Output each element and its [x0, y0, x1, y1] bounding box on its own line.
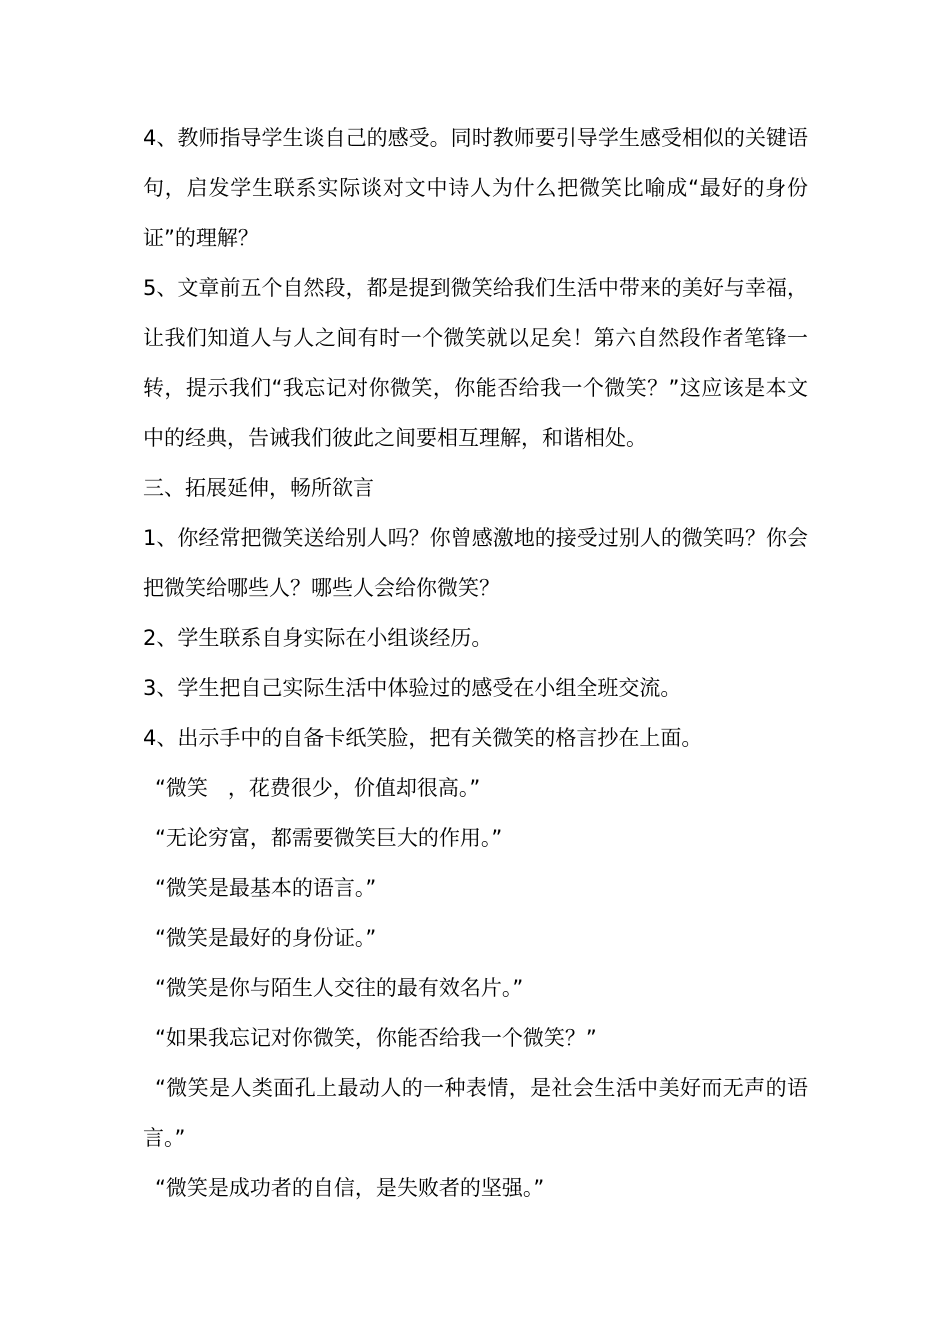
- paragraph-question-3: 3、学生把自己实际生活中体验过的感受在小组全班交流。: [143, 676, 682, 700]
- paragraph-step-4-feelings: 4、教师指导学生谈自己的感受。同时教师要引导学生感受相似的关键语句，启发学生联系实际谈对文中诗人为什么把微笑比喻成“最好的身份证”的理解？: [143, 126, 808, 250]
- paragraph-question-2: 2、学生联系自身实际在小组谈经历。: [143, 626, 493, 650]
- quote-item: “微笑是最好的身份证。”: [155, 926, 377, 950]
- quote-item: “微笑是最基本的语言。”: [155, 876, 377, 900]
- paragraph-question-1: 1、你经常把微笑送给别人吗？你曾感激地的接受过别人的微笑吗？你会把微笑给哪些人？哪些人会给你微笑？: [143, 526, 808, 600]
- paragraph-step-5-text-analysis: 5、文章前五个自然段，都是提到微笑给我们生活中带来的美好与幸福，让我们知道人与人之间有时一个微笑就以足矣！第六自然段作者笔锋一转，提示我们“我忘记对你微笑，你能否给我一个微笑？”这应该是本文中的经典，告诫我们彼此之间要相互理解，和谐相处。: [143, 276, 808, 450]
- quote-item: “微笑是你与陌生人交往的最有效名片。”: [155, 976, 524, 1000]
- section-heading-extension: 三、拓展延伸，畅所欲言: [143, 476, 374, 500]
- quote-item: “如果我忘记对你微笑，你能否给我一个微笑？”: [155, 1026, 597, 1050]
- quote-item: “无论穷富，都需要微笑巨大的作用。”: [155, 826, 503, 850]
- document-body: [143, 113, 808, 1213]
- quote-item: “微笑是成功者的自信，是失败者的坚强。”: [155, 1176, 545, 1200]
- quote-item: “微笑是人类面孔上最动人的一种表情，是社会生活中美好而无声的语言。”: [143, 1076, 808, 1150]
- quote-item: “微笑 ，花费很少，价值却很高。”: [155, 776, 481, 800]
- paragraph-question-4: 4、出示手中的自备卡纸笑脸，把有关微笑的格言抄在上面。: [143, 726, 703, 750]
